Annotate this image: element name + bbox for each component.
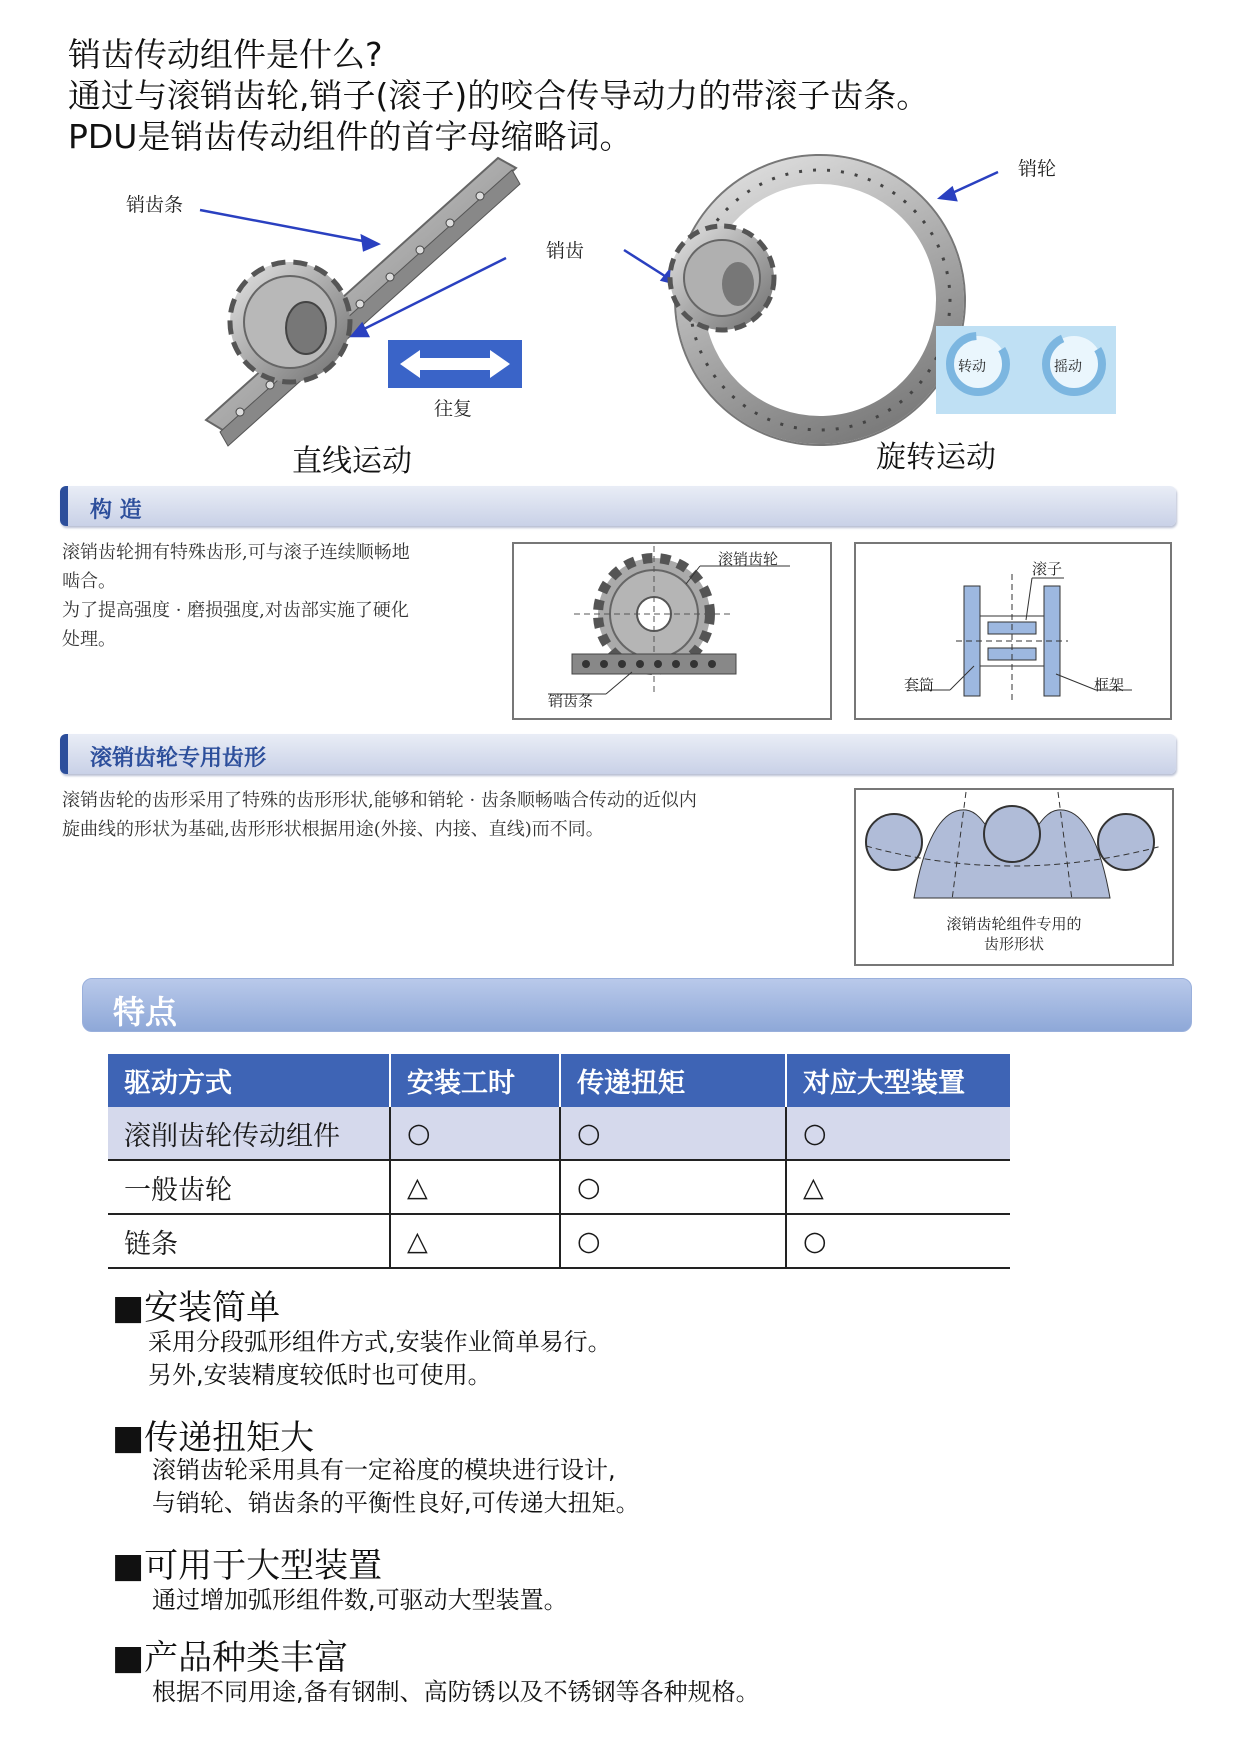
label-frame: 框架	[1094, 676, 1125, 694]
feature-line: 根据不同用途,备有钢制、高防锈以及不锈钢等各种规格。	[152, 1678, 760, 1706]
feature-line: 另外,安装精度较低时也可使用。	[148, 1361, 492, 1389]
table-cell: ○	[390, 1107, 560, 1160]
intro-line-1: 销齿传动组件是什么?	[68, 35, 383, 74]
feature-title-large-equipment: ■可用于大型装置	[112, 1546, 383, 1586]
structure-desc-line: 滚销齿轮拥有特殊齿形,可与滚子连续顺畅地	[62, 542, 410, 563]
table-cell: ○	[786, 1214, 1010, 1268]
structure-desc-line: 处理。	[62, 629, 116, 650]
tooth-profile-drawing	[856, 790, 1172, 910]
structure-description	[62, 538, 502, 654]
tooth-desc-line: 滚销齿轮的齿形采用了特殊的齿形形状,能够和销轮 · 齿条顺畅啮合传动的近似内	[62, 790, 697, 811]
comparison-table	[108, 1054, 1010, 1269]
feature-body-large-equipment	[152, 1584, 568, 1617]
feature-line: 采用分段弧形组件方式,安装作业简单易行。	[148, 1328, 612, 1356]
tooth-caption-line-1: 滚销齿轮组件专用的	[946, 915, 1082, 933]
feature-title-high-torque: ■传递扭矩大	[112, 1418, 315, 1458]
table-cell: △	[390, 1160, 560, 1214]
feature-line: 与销轮、销齿条的平衡性良好,可传递大扭矩。	[152, 1489, 640, 1517]
table-cell: ○	[560, 1160, 786, 1214]
feature-line: 滚销齿轮采用具有一定裕度的模块进行设计,	[152, 1456, 616, 1484]
tooth-profile-caption	[856, 914, 1172, 954]
table-cell: △	[390, 1214, 560, 1268]
tooth-profile-banner	[60, 734, 1176, 774]
gear-rack-diagram	[512, 542, 832, 720]
label-pin: 销齿	[546, 240, 585, 262]
motion-illustration	[0, 150, 1240, 470]
pinion-gear-image	[230, 262, 350, 382]
table-header-cell: 传递扭矩	[560, 1054, 786, 1107]
intro-line-3: PDU是销齿传动组件的首字母缩略词。	[68, 117, 633, 156]
tooth-profile-description	[62, 786, 842, 844]
feature-body-product-variety	[152, 1676, 760, 1709]
table-row	[108, 1160, 1010, 1214]
wheel-pinion-image	[670, 226, 774, 330]
features-banner-title: 特点	[113, 993, 178, 1031]
table-cell: 链条	[108, 1214, 390, 1268]
table-cell: ○	[786, 1107, 1010, 1160]
feature-body-easy-install	[148, 1326, 612, 1392]
table-cell: 滚削齿轮传动组件	[108, 1107, 390, 1160]
intro-text	[68, 34, 929, 157]
tooth-caption-line-2: 齿形形状	[983, 935, 1044, 953]
label-rotate: 转动	[958, 359, 986, 375]
intro-line-2: 通过与滚销齿轮,销子(滚子)的咬合传导动力的带滚子齿条。	[68, 76, 930, 115]
table-cell: ○	[560, 1214, 786, 1268]
structure-banner-title: 构 造	[90, 498, 142, 523]
tooth-profile-banner-title: 滚销齿轮专用齿形	[90, 746, 267, 771]
table-cell: 一般齿轮	[108, 1160, 390, 1214]
table-cell: △	[786, 1160, 1010, 1214]
structure-desc-line: 为了提高强度 · 磨损强度,对齿部实施了硬化	[62, 600, 409, 621]
feature-body-high-torque	[152, 1454, 640, 1520]
label-pin-rack: 销齿条	[126, 194, 184, 216]
label-pin-wheel: 销轮	[1018, 158, 1057, 180]
table-header-cell: 驱动方式	[108, 1054, 390, 1107]
table-header-cell: 对应大型装置	[786, 1054, 1010, 1107]
caption-rotary: 旋转运动	[876, 440, 996, 475]
structure-banner	[60, 486, 1176, 526]
label-reciprocate: 往复	[434, 398, 473, 420]
table-row	[108, 1107, 1010, 1160]
feature-title-product-variety: ■产品种类丰富	[112, 1638, 349, 1678]
caption-linear: 直线运动	[292, 444, 412, 479]
feature-title-easy-install: ■安装简单	[112, 1288, 281, 1328]
roller-diagram	[854, 542, 1172, 720]
reciprocate-arrow-box	[388, 340, 522, 388]
label-roller-gear: 滚销齿轮	[718, 550, 779, 568]
feature-line: 通过增加弧形组件数,可驱动大型装置。	[152, 1586, 568, 1614]
table-header-cell: 安装工时	[390, 1054, 560, 1107]
tooth-profile-diagram	[854, 788, 1174, 966]
label-roller: 滚子	[1032, 560, 1063, 578]
table-header-row	[108, 1054, 1010, 1107]
table-cell: ○	[560, 1107, 786, 1160]
label-rack: 销齿条	[548, 692, 594, 710]
features-banner	[82, 978, 1192, 1032]
table-row	[108, 1214, 1010, 1268]
label-swing: 摇动	[1054, 359, 1082, 375]
label-sleeve: 套筒	[904, 676, 935, 694]
tooth-desc-line: 旋曲线的形状为基础,齿形形状根据用途(外接、内接、直线)而不同。	[62, 819, 604, 840]
structure-desc-line: 啮合。	[62, 571, 116, 592]
